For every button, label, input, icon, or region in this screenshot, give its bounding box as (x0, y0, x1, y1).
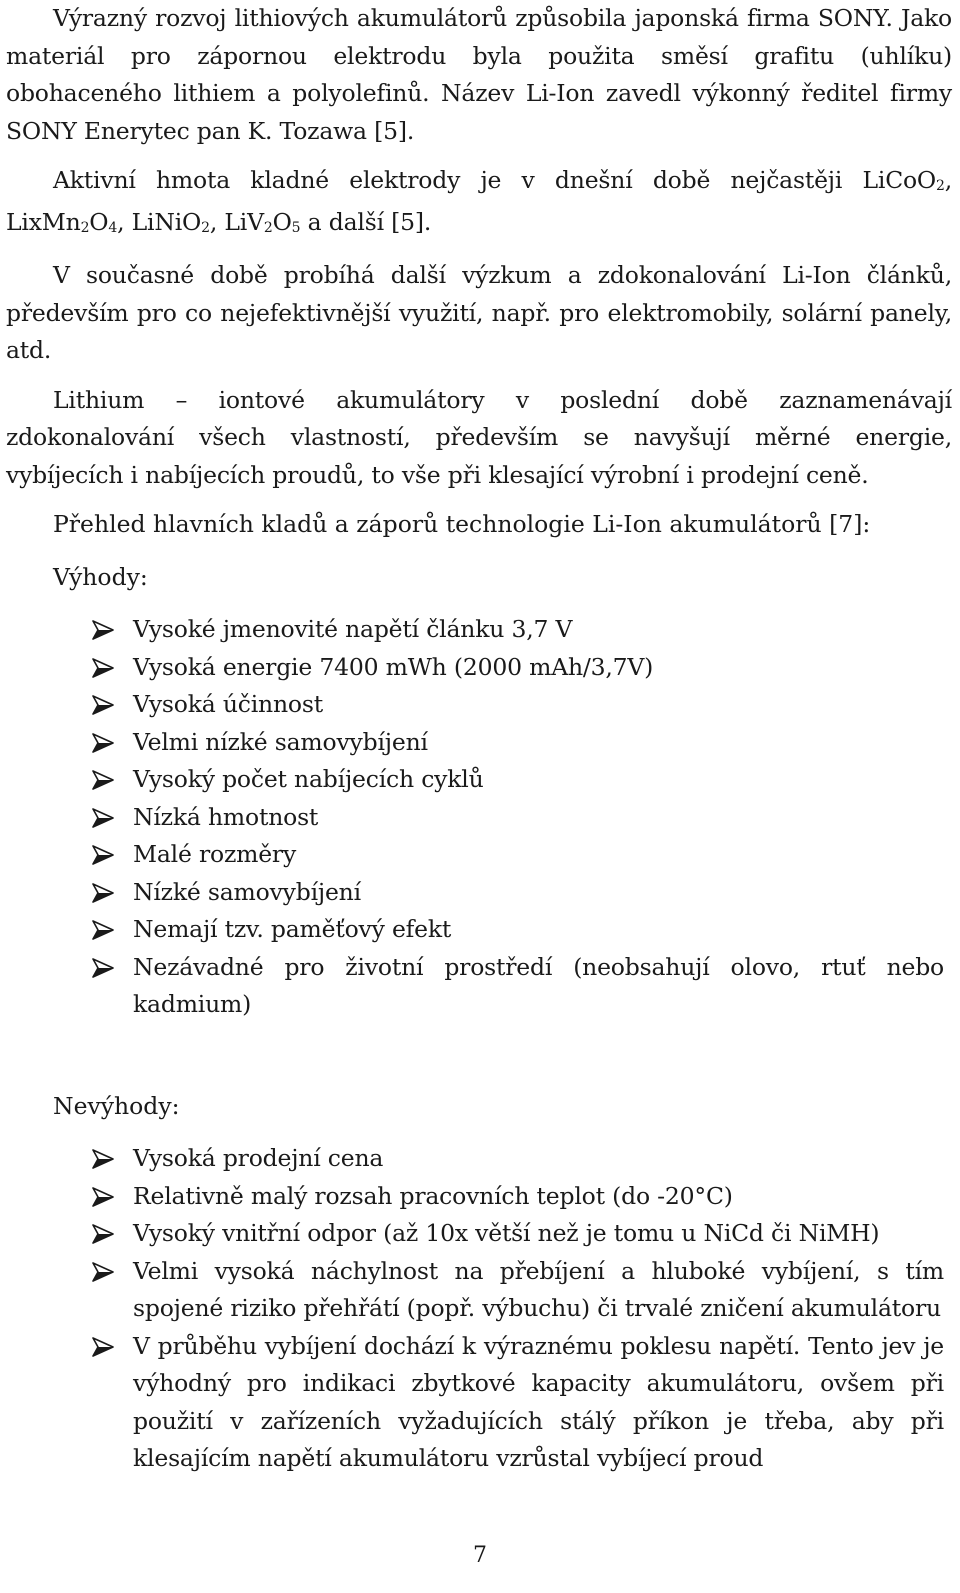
text-run: , LixMn (6, 166, 952, 236)
list-item-text: Vysoká účinnost (133, 690, 323, 718)
list-item-text: Vysoká energie 7400 mWh (2000 mAh/3,7V) (133, 652, 654, 681)
arrowhead-bullet-icon (92, 1337, 114, 1357)
subscript: 5 (291, 219, 301, 236)
list-item (6, 611, 952, 649)
paragraph-sony: Výrazný rozvoj lithiových akumulátorů způsobila japonská firma SONY. Jako materiál pro zápornou elektrodu byla použita směsí grafitu (uhlíku) obohaceného lithiem a polyolefinů. Název Li-Ion zavedl výkonný ředitel firmy SONY Enerytec pan K. Tozawa [5]. (6, 4, 952, 145)
advantages-heading: Výhody: (53, 562, 148, 591)
arrowhead-bullet-icon (92, 1224, 114, 1244)
list-item (6, 761, 952, 799)
advantages-list (6, 611, 952, 1024)
list-item (6, 1328, 952, 1478)
list-item-text: Nízká hmotnost (133, 802, 319, 831)
arrowhead-bullet-icon (92, 770, 114, 790)
list-item-text: Nízké samovybíjení (133, 877, 361, 906)
arrowhead-bullet-icon (92, 1149, 114, 1169)
text-run: , LiV (209, 207, 264, 236)
page-number: 7 (473, 1543, 487, 1568)
list-item-text: Vysoká prodejní cena (133, 1144, 384, 1172)
list-item (6, 911, 952, 949)
list-item (6, 836, 952, 874)
text-run: a další [5]. (300, 207, 432, 236)
text-run: Aktivní hmota kladné elektrody je v dnešní době nejčastěji LiCoO (53, 166, 936, 194)
text-run: O (89, 207, 109, 236)
list-item-text: Vysoký vnitřní odpor (až 10x větší než je tomu u NiCd či NiMH) (133, 1219, 880, 1247)
list-item (6, 1178, 952, 1216)
arrowhead-bullet-icon (92, 808, 114, 828)
subscript: 2 (936, 178, 945, 194)
arrowhead-bullet-icon (92, 1262, 114, 1282)
list-item-text: Nezávadné pro životní prostředí (neobsahují olovo, rtuť nebo kadmium) (133, 952, 944, 1018)
list-item (6, 874, 952, 912)
subscript: 2 (263, 219, 273, 236)
document-page (6, 0, 952, 1478)
disadvantages-heading: Nevýhody: (53, 1091, 180, 1120)
arrowhead-bullet-icon (92, 920, 114, 940)
text-run: O (272, 207, 292, 236)
list-item (6, 1215, 952, 1253)
list-item (6, 686, 952, 724)
list-item (6, 949, 952, 1024)
overview-line: Přehled hlavních kladů a záporů technologie Li-Ion akumulátorů [7]: (53, 510, 871, 538)
list-item (6, 649, 952, 687)
paragraph-research: V současné době probíhá další výzkum a zdokonalování Li-Ion článků, především pro co nejefektivnější využití, např. pro elektromobily, solární panely, atd. (6, 261, 952, 364)
list-item (6, 1140, 952, 1178)
disadvantages-list (6, 1140, 952, 1478)
list-item (6, 799, 952, 837)
text-run: , LiNiO (117, 207, 202, 236)
list-item (6, 724, 952, 762)
list-item-text: Velmi vysoká náchylnost na přebíjení a hluboké vybíjení, s tím spojené riziko přehřátí (popř. výbuchu) či trvalé zničení akumulátoru (133, 1256, 944, 1322)
list-item-text: V průběhu vybíjení dochází k výraznému poklesu napětí. Tento jev je výhodný pro indikaci zbytkové kapacity akumulátoru, ovšem při použití v zařízeních vyžadujících stálý příkon je třeba, aby při klesajícím napětí akumulátoru vzrůstal vybíjecí proud (133, 1331, 944, 1472)
arrowhead-bullet-icon (92, 695, 114, 715)
list-item-text: Relativně malý rozsah pracovních teplot (do -20°C) (133, 1181, 733, 1210)
paragraph-active-material (6, 162, 952, 245)
list-item-text: Malé rozměry (133, 840, 297, 868)
arrowhead-bullet-icon (92, 1187, 114, 1207)
arrowhead-bullet-icon (92, 733, 114, 753)
arrowhead-bullet-icon (92, 958, 114, 978)
arrowhead-bullet-icon (92, 620, 114, 640)
list-item-text: Vysoké jmenovité napětí článku 3,7 V (133, 615, 573, 643)
arrowhead-bullet-icon (92, 658, 114, 678)
subscript: 2 (201, 219, 210, 236)
subscript: 4 (108, 219, 118, 236)
subscript: 2 (80, 219, 90, 236)
arrowhead-bullet-icon (92, 845, 114, 865)
paragraph-improvements: Lithium – iontové akumulátory v poslední době zaznamenávají zdokonalování všech vlastností, především se navyšují měrné energie, vybíjecích i nabíjecích proudů, to vše při klesající výrobní i prodejní ceně. (6, 385, 952, 489)
list-item-text: Velmi nízké samovybíjení (133, 727, 428, 756)
list-item-text: Vysoký počet nabíjecích cyklů (133, 765, 484, 793)
arrowhead-bullet-icon (92, 883, 114, 903)
list-item-text: Nemají tzv. paměťový efekt (133, 915, 452, 943)
list-item (6, 1253, 952, 1328)
